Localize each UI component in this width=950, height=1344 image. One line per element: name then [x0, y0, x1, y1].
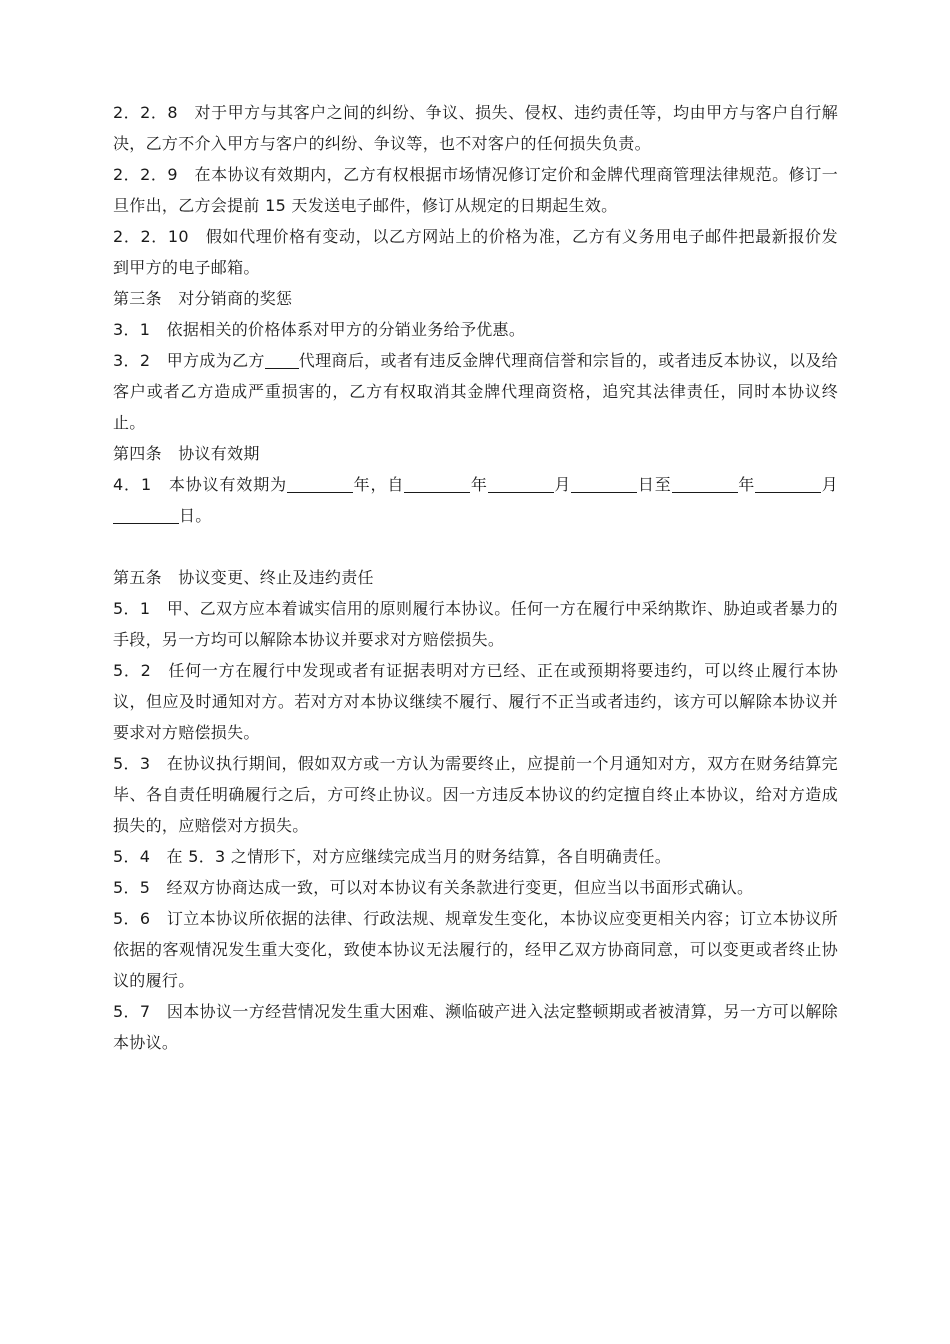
fill-blank-end-year[interactable]: [672, 474, 738, 493]
fill-blank-start-day[interactable]: [571, 474, 637, 493]
clause-4-1-text: 日至: [637, 475, 672, 494]
article-3-heading: 第三条 对分销商的奖惩: [113, 289, 293, 308]
clause-4-1-text: 月: [553, 475, 572, 494]
fill-blank-end-day[interactable]: [113, 505, 179, 524]
clause-4-1-text: 年，自: [353, 475, 405, 494]
fill-blank-years[interactable]: [287, 474, 353, 493]
clause-5-7: 5．7 因本协议一方经营情况发生重大困难、濒临破产进入法定整顿期或者被清算，另一方可以解除本协议。: [113, 1002, 838, 1052]
spacer: [113, 531, 838, 562]
clause-5-4: 5．4 在 5．3 之情形下，对方应继续完成当月的财务结算，各自明确责任。: [113, 847, 671, 866]
clause-5-1: 5．1 甲、乙双方应本着诚实信用的原则履行本协议。任何一方在履行中采纳欺诈、胁迫或者暴力的手段，另一方均可以解除本协议并要求对方赔偿损失。: [113, 599, 838, 649]
clause-3-2-start: 3．2 甲方成为乙方: [113, 351, 265, 370]
clause-4-1-text: 月: [821, 475, 838, 494]
fill-blank-start-month[interactable]: [488, 474, 554, 493]
clause-5-6: 5．6 订立本协议所依据的法律、行政法规、规章发生变化，本协议应变更相关内容；订立本协议所依据的客观情况发生重大变化，致使本协议无法履行的，经甲乙双方协商同意，可以变更或者终止协议的履行。: [113, 909, 838, 990]
fill-blank[interactable]: [265, 350, 299, 369]
article-5-heading: 第五条 协议变更、终止及违约责任: [113, 568, 374, 587]
clause-3-2: [113, 345, 838, 438]
clause-2-2-8: 2．2．8 对于甲方与其客户之间的纠纷、争议、损失、侵权、违约责任等，均由甲方与客户自行解决，乙方不介入甲方与客户的纠纷、争议等，也不对客户的任何损失负责。: [113, 103, 838, 153]
clause-4-1-text: 年: [737, 475, 756, 494]
clause-5-5: 5．5 经双方协商达成一致，可以对本协议有关条款进行变更，但应当以书面形式确认。: [113, 878, 754, 897]
article-4-heading: 第四条 协议有效期: [113, 444, 260, 463]
clause-2-2-10: 2．2．10 假如代理价格有变动，以乙方网站上的价格为准，乙方有义务用电子邮件把最新报价发到甲方的电子邮箱。: [113, 227, 838, 277]
clause-5-2: 5．2 任何一方在履行中发现或者有证据表明对方已经、正在或预期将要违约，可以终止履行本协议，但应及时通知对方。若对方对本协议继续不履行、履行不正当或者违约，该方可以解除本协议并要求对方赔偿损失。: [113, 661, 838, 742]
clause-5-3: 5．3 在协议执行期间，假如双方或一方认为需要终止，应提前一个月通知对方，双方在财务结算完毕、各自责任明确履行之后，方可终止协议。因一方违反本协议的约定擅自终止本协议，给对方造成损失的，应赔偿对方损失。: [113, 754, 838, 835]
clause-4-1-text: 日。: [179, 506, 212, 525]
clause-4-1-text: 年: [470, 475, 488, 494]
clause-4-1-text: 4．1 本协议有效期为: [113, 475, 288, 494]
fill-blank-start-year[interactable]: [404, 474, 470, 493]
clause-3-1: 3．1 依据相关的价格体系对甲方的分销业务给予优惠。: [113, 320, 526, 339]
clause-3-2-rest: 代理商后，或者有违反金牌代理商信誉和宗旨的，或者违反本协议，以及给客户或者乙方造成严重损害的，乙方有权取消其金牌代理商资格，追究其法律责任，同时本协议终止。: [113, 351, 838, 432]
fill-blank-end-month[interactable]: [755, 474, 821, 493]
clause-2-2-9: 2．2．9 在本协议有效期内，乙方有权根据市场情况修订定价和金牌代理商管理法律规范。修订一旦作出，乙方会提前 15 天发送电子邮件，修订从规定的日期起生效。: [113, 165, 838, 215]
clause-4-1: [113, 469, 838, 531]
